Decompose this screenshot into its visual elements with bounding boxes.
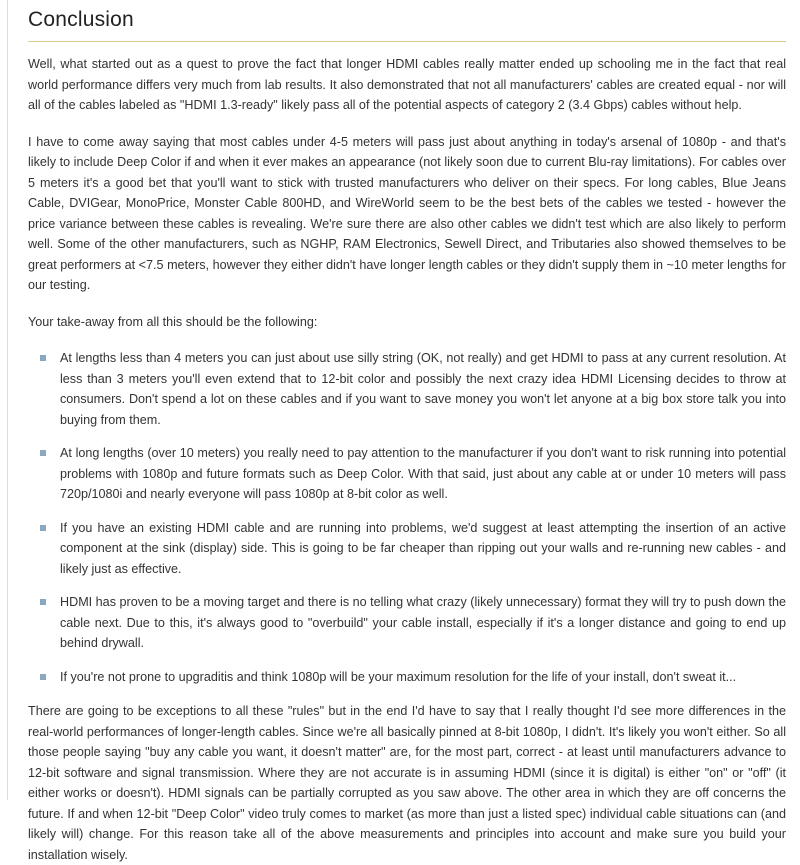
- list-item-text: If you're not prone to upgraditis and think 1080p will be your maximum resolution for the life of your install, don't sweat it...: [60, 669, 737, 684]
- list-item: [32, 592, 786, 654]
- paragraph: Well, what started out as a quest to prove the fact that longer HDMI cables really matter ended up schooling me in the fact that real world performance differs very much from lab results. It also demonstrated that not all manufacturers' cables are created equal - nor will all of the cables labeled as "HDMI 1.3-ready" likely pass all of the potential aspects of category 2 (3.4 Gbps) cables without help.: [28, 57, 786, 112]
- list-item-text: At long lengths (over 10 meters) you really need to pay attention to the manufacturer if you don't want to risk running into potential problems with 1080p and future formats such as Deep Color. With that said, just about any cable at or under 10 meters will pass 720p/1080i and nearly everyone will pass 1080p at 8-bit color as well.: [60, 446, 786, 501]
- title-divider: [28, 41, 786, 42]
- square-bullet-icon: [40, 525, 46, 531]
- paragraph: I have to come away saying that most cables under 4-5 meters will pass just about anything in today's arsenal of 1080p - and that's likely to include Deep Color if and when it ever makes an appearance (not likely soon due to current Blu-ray limitations). For cables over 5 meters it's a good bet that you'll want to stick with trusted manufacturers who deliver on their specs. For long cables, Blue Jeans Cable, DVIGear, MonoPrice, Monster Cable 800HD, and WireWorld seem to be the best bets of the cables we tested - however the price variance between these cables is revealing. We're sure there are also other cables we didn't test which are also likely to perform well. Some of the other manufacturers, such as NGHP, RAM Electronics, Sewell Direct, and Tributaries also showed themselves to be great performers at <7.5 meters, however they either didn't have longer length cables or they didn't supply them in ~10 meter lengths for our testing.: [28, 134, 786, 292]
- list-item: [32, 667, 786, 688]
- list-item: [32, 348, 786, 430]
- page-title: Conclusion: [28, 8, 134, 31]
- square-bullet-icon: [40, 599, 46, 605]
- square-bullet-icon: [40, 355, 46, 361]
- list-item: [32, 443, 786, 505]
- paragraph: There are going to be exceptions to all these "rules" but in the end I'd have to say that I really thought I'd see more differences in the real-world performances of longer-length cables. Since we're all basically pinned at 8-bit 1080p, I didn't. It's likely you won't either. So all those people saying "buy any cable you want, it doesn't matter" are, for the most part, correct - at least until manufacturers advance to 12-bit software and signal transmission. Where they are not accurate is in assuming HDMI (since it is digital) is either "on" or "off" (it either works or doesn't). HDMI signals can be partially corrupted as you saw above. The other area in which they are off concerns the future. If and when 12-bit "Deep Color" video truly comes to market (as more than just a listed spec) individual cable situations can (and likely will) change. For this reason take all of the above measurements and principles into account and make sure you build your installation wisely.: [28, 704, 786, 862]
- list-lead-in: Your take-away from all this should be the following:: [28, 314, 318, 329]
- square-bullet-icon: [40, 450, 46, 456]
- left-margin-rule: [7, 0, 8, 800]
- list-item-text: If you have an existing HDMI cable and are running into problems, we'd suggest at least attempting the insertion of an active component at the sink (display) side. This is going to be far cheaper than ripping out your walls and re-running new cables - and likely just as effective.: [60, 520, 786, 576]
- list-item-text: At lengths less than 4 meters you can just about use silly string (OK, not really) and get HDMI to pass at any current resolution. At less than 3 meters you'll even extend that to 12-bit color and possibly the next crazy idea HDMI Licensing decides to throw at consumers. Don't spend a lot on these cables and if you want to save money you won't let anyone at a big box store talk you into buying from them.: [60, 351, 786, 427]
- takeaway-list: [28, 348, 786, 687]
- list-item: [32, 518, 786, 580]
- square-bullet-icon: [40, 674, 46, 680]
- list-item-text: HDMI has proven to be a moving target and there is no telling what crazy (likely unnecessary) format they will try to push down the cable next. Due to this, it's always good to "overbuild" your cable install, especially if it's a longer distance and going to end up behind drywall.: [60, 595, 786, 650]
